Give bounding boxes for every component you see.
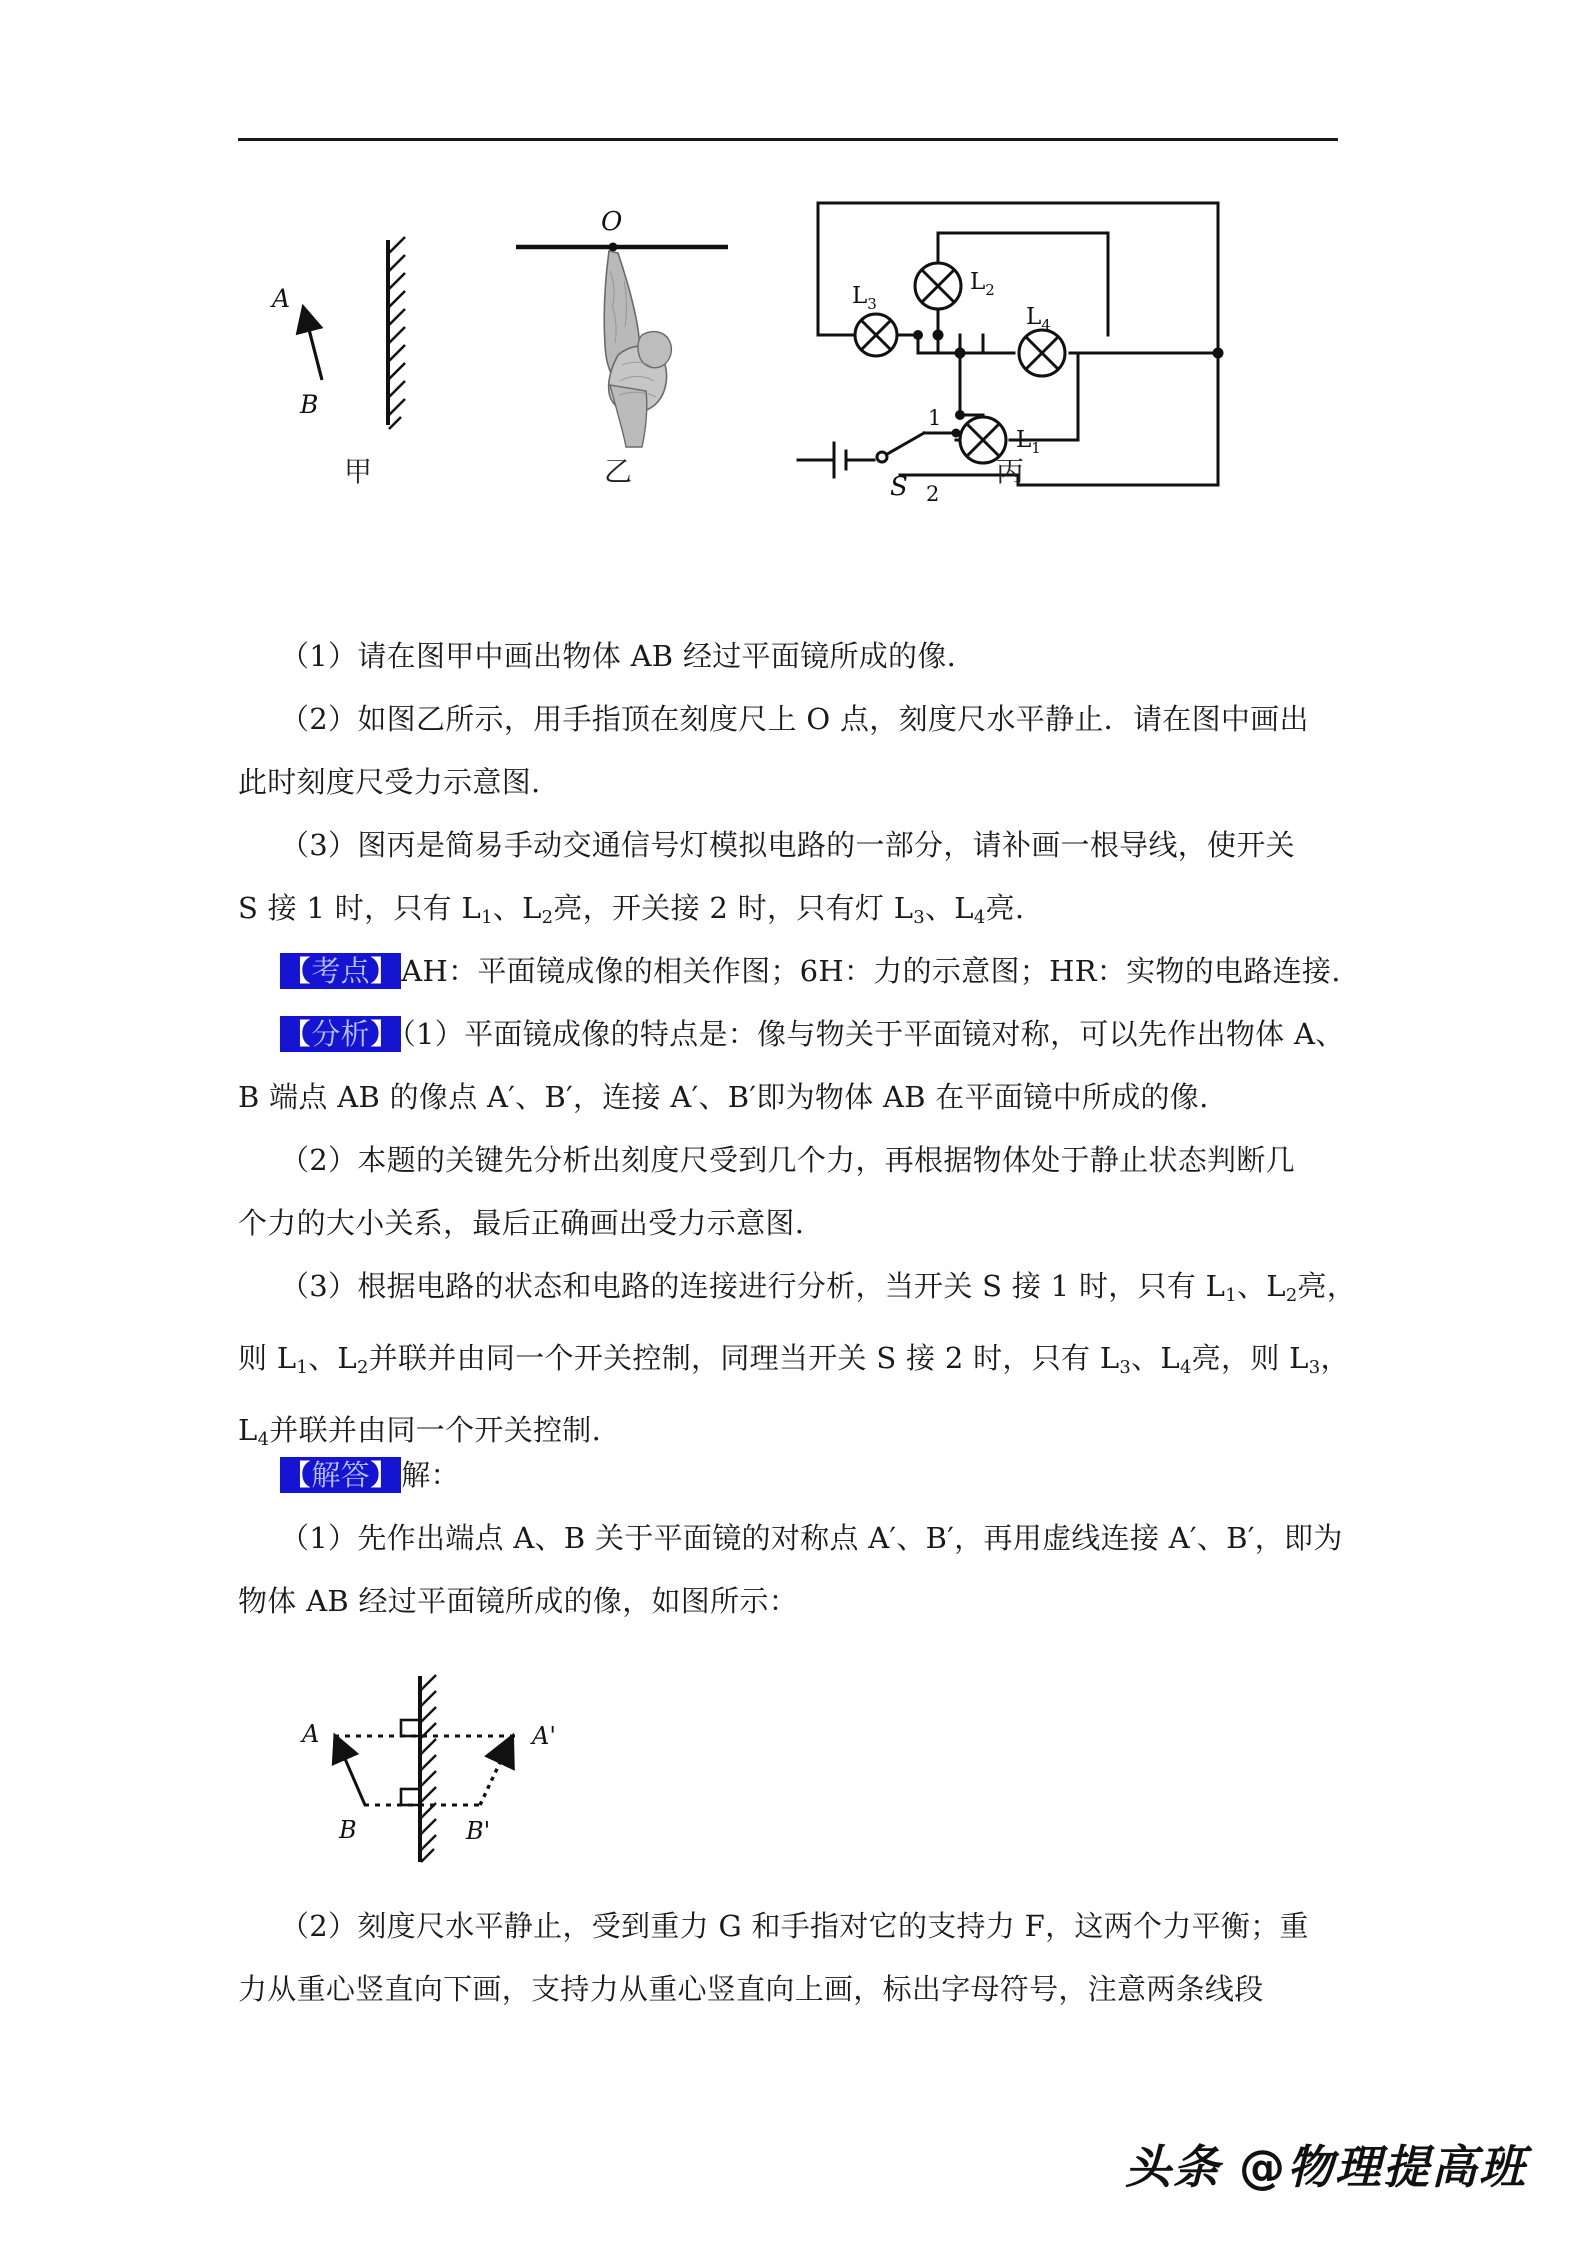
question-2-line1: （2）如图乙所示，用手指顶在刻度尺上 O 点，刻度尺水平静止．请在图中画出 [280, 702, 1309, 736]
f6-sub1: 1 [296, 1357, 309, 1379]
mirror-label-A: A [272, 284, 291, 313]
fenxi-tag: 【分析】 [282, 1017, 400, 1051]
lamp-L4 [1019, 330, 1065, 376]
f6-mid1: 、L [308, 1341, 357, 1376]
jieda-tag: 【解答】 [282, 1458, 400, 1492]
kaodian-text: AH：平面镜成像的相关作图；6H：力的示意图；HR：实物的电路连接. [401, 954, 1341, 988]
switch-pivot [877, 452, 887, 462]
answer2-block [238, 1895, 1338, 2021]
f6-post: 亮，则 L [1191, 1341, 1309, 1376]
figure-yi-ruler [506, 185, 756, 520]
figure-caption-bing: 丙 [995, 455, 1024, 488]
jieda-prefix: 解： [401, 1458, 460, 1492]
answer-mirror-svg [268, 1672, 598, 1907]
kaodian-tag: 【考点】 [282, 954, 400, 988]
circuit-label-S: S [890, 472, 908, 502]
f6-pre: 则 L [238, 1341, 297, 1376]
f6-end: ， [1320, 1341, 1350, 1376]
f7-sub: 4 [257, 1429, 270, 1451]
f6-mid2: 并联并由同一个开关控制，同理当开关 S 接 2 时，只有 L [368, 1341, 1120, 1376]
f6-sub3: 3 [1119, 1357, 1132, 1379]
jieda-block [238, 1444, 1343, 1633]
watermark-at: @ [1239, 2140, 1287, 2194]
fenxi-line-3: （2）本题的关键先分析出刻度尺受到几个力，再根据物体处于静止状态判断几 [280, 1143, 1295, 1177]
fenxi-line-2: B 端点 AB 的像点 A′、B′，连接 A′、B′即为物体 AB 在平面镜中所成的像. [238, 1080, 1209, 1114]
answer-label-A-prime: A' [532, 1722, 556, 1750]
answer2-line-2: 力从重心竖直向下画，支持力从重心竖直向上画，标出字母符号，注意两条线段 [238, 1972, 1264, 2006]
fenxi-line-1 [238, 1003, 1345, 1066]
q3-sub2: 2 [541, 907, 554, 929]
fenxi-line-6 [238, 1327, 1350, 1399]
question-2-line2: 此时刻度尺受力示意图. [238, 765, 541, 799]
circuit-contact-2: 2 [926, 482, 940, 506]
q3-mid2: 亮，开关接 2 时，只有灯 L [553, 891, 914, 925]
f5-mid: 、L [1236, 1269, 1286, 1303]
fenxi-text-1: （1）平面镜成像的特点是：像与物关于平面镜对称，可以先作出物体 A、 [401, 1017, 1345, 1051]
lamp-L3 [855, 314, 897, 356]
f5-post: 亮， [1297, 1269, 1357, 1303]
figure-bing-circuit [778, 185, 1338, 520]
q3-post: 亮. [985, 891, 1025, 925]
f6-mid3: 、L [1131, 1341, 1180, 1376]
watermark-name: 物理提高班 [1287, 2140, 1527, 2194]
answer-label-B: B [339, 1816, 357, 1844]
circuit-label-L3: $L_3$ [852, 283, 877, 313]
q3-mid3: 、L [925, 891, 974, 925]
lamp-L2 [915, 263, 961, 309]
answer-figure-mirror [268, 1672, 598, 1907]
kaodian-line [238, 940, 1341, 1003]
mirror-label-B: B [300, 390, 319, 419]
f6-sub4: 4 [1179, 1357, 1192, 1379]
q3-mid1: 、L [492, 891, 542, 925]
answer-label-A: A [302, 1720, 320, 1748]
answer2-line-1: （2）刻度尺水平静止，受到重力 G 和手指对它的支持力 F，这两个力平衡；重 [280, 1909, 1309, 1943]
circuit-label-L1: $L_1$ [1016, 427, 1041, 457]
fenxi-line-5 [238, 1255, 1357, 1327]
q3-sub4: 4 [973, 907, 986, 929]
answer-label-B-prime: B' [466, 1817, 491, 1845]
jieda-line-1: （1）先作出端点 A、B 关于平面镜的对称点 A′、B′，再用虚线连接 A′、B′，即为 [280, 1521, 1343, 1555]
circuit-label-L2: $L_2$ [970, 269, 995, 299]
fenxi-block [238, 1003, 1357, 1471]
f6-sub5: 3 [1308, 1357, 1321, 1379]
q3-pre: S 接 1 时，只有 L [238, 891, 482, 925]
finger-illustration [604, 251, 671, 447]
fenxi-line-4: 个力的大小关系，最后正确画出受力示意图. [238, 1206, 805, 1240]
watermark-prefix: 头条 [1124, 2140, 1221, 2194]
kaodian-block [238, 940, 1341, 1003]
question-1: （1）请在图甲中画出物体 AB 经过平面镜所成的像. [280, 639, 957, 673]
f5-pre: （3）根据电路的状态和电路的连接进行分析，当开关 S 接 1 时，只有 L [280, 1269, 1226, 1303]
figure-jia-mirror [248, 185, 498, 520]
question-3-line1: （3）图丙是简易手动交通信号灯模拟电路的一部分，请补画一根导线，使开关 [280, 828, 1295, 862]
f5-sub2: 2 [1285, 1285, 1298, 1307]
f7-post: 并联并由同一个开关控制. [269, 1413, 602, 1448]
circuit-contact-1: 1 [928, 406, 942, 430]
questions-block [238, 625, 1338, 949]
f7-pre: L [238, 1413, 258, 1448]
figure-row [238, 185, 1338, 630]
f6-sub2: 2 [356, 1357, 369, 1379]
header-rule [238, 138, 1338, 141]
ruler-label-O: O [601, 207, 623, 237]
circuit-label-L4: $L_4$ [1026, 304, 1051, 334]
question-3-line2 [238, 877, 1338, 949]
f5-sub1: 1 [1225, 1285, 1237, 1307]
figure-caption-jia: 甲 [343, 455, 372, 488]
jieda-line-2: 物体 AB 经过平面镜所成的像，如图所示： [238, 1584, 798, 1618]
jieda-header [238, 1444, 1338, 1507]
q3-sub3: 3 [913, 907, 925, 929]
figure-caption-yi: 乙 [603, 455, 632, 488]
q3-sub1: 1 [481, 907, 493, 929]
watermark [1125, 2131, 1527, 2197]
